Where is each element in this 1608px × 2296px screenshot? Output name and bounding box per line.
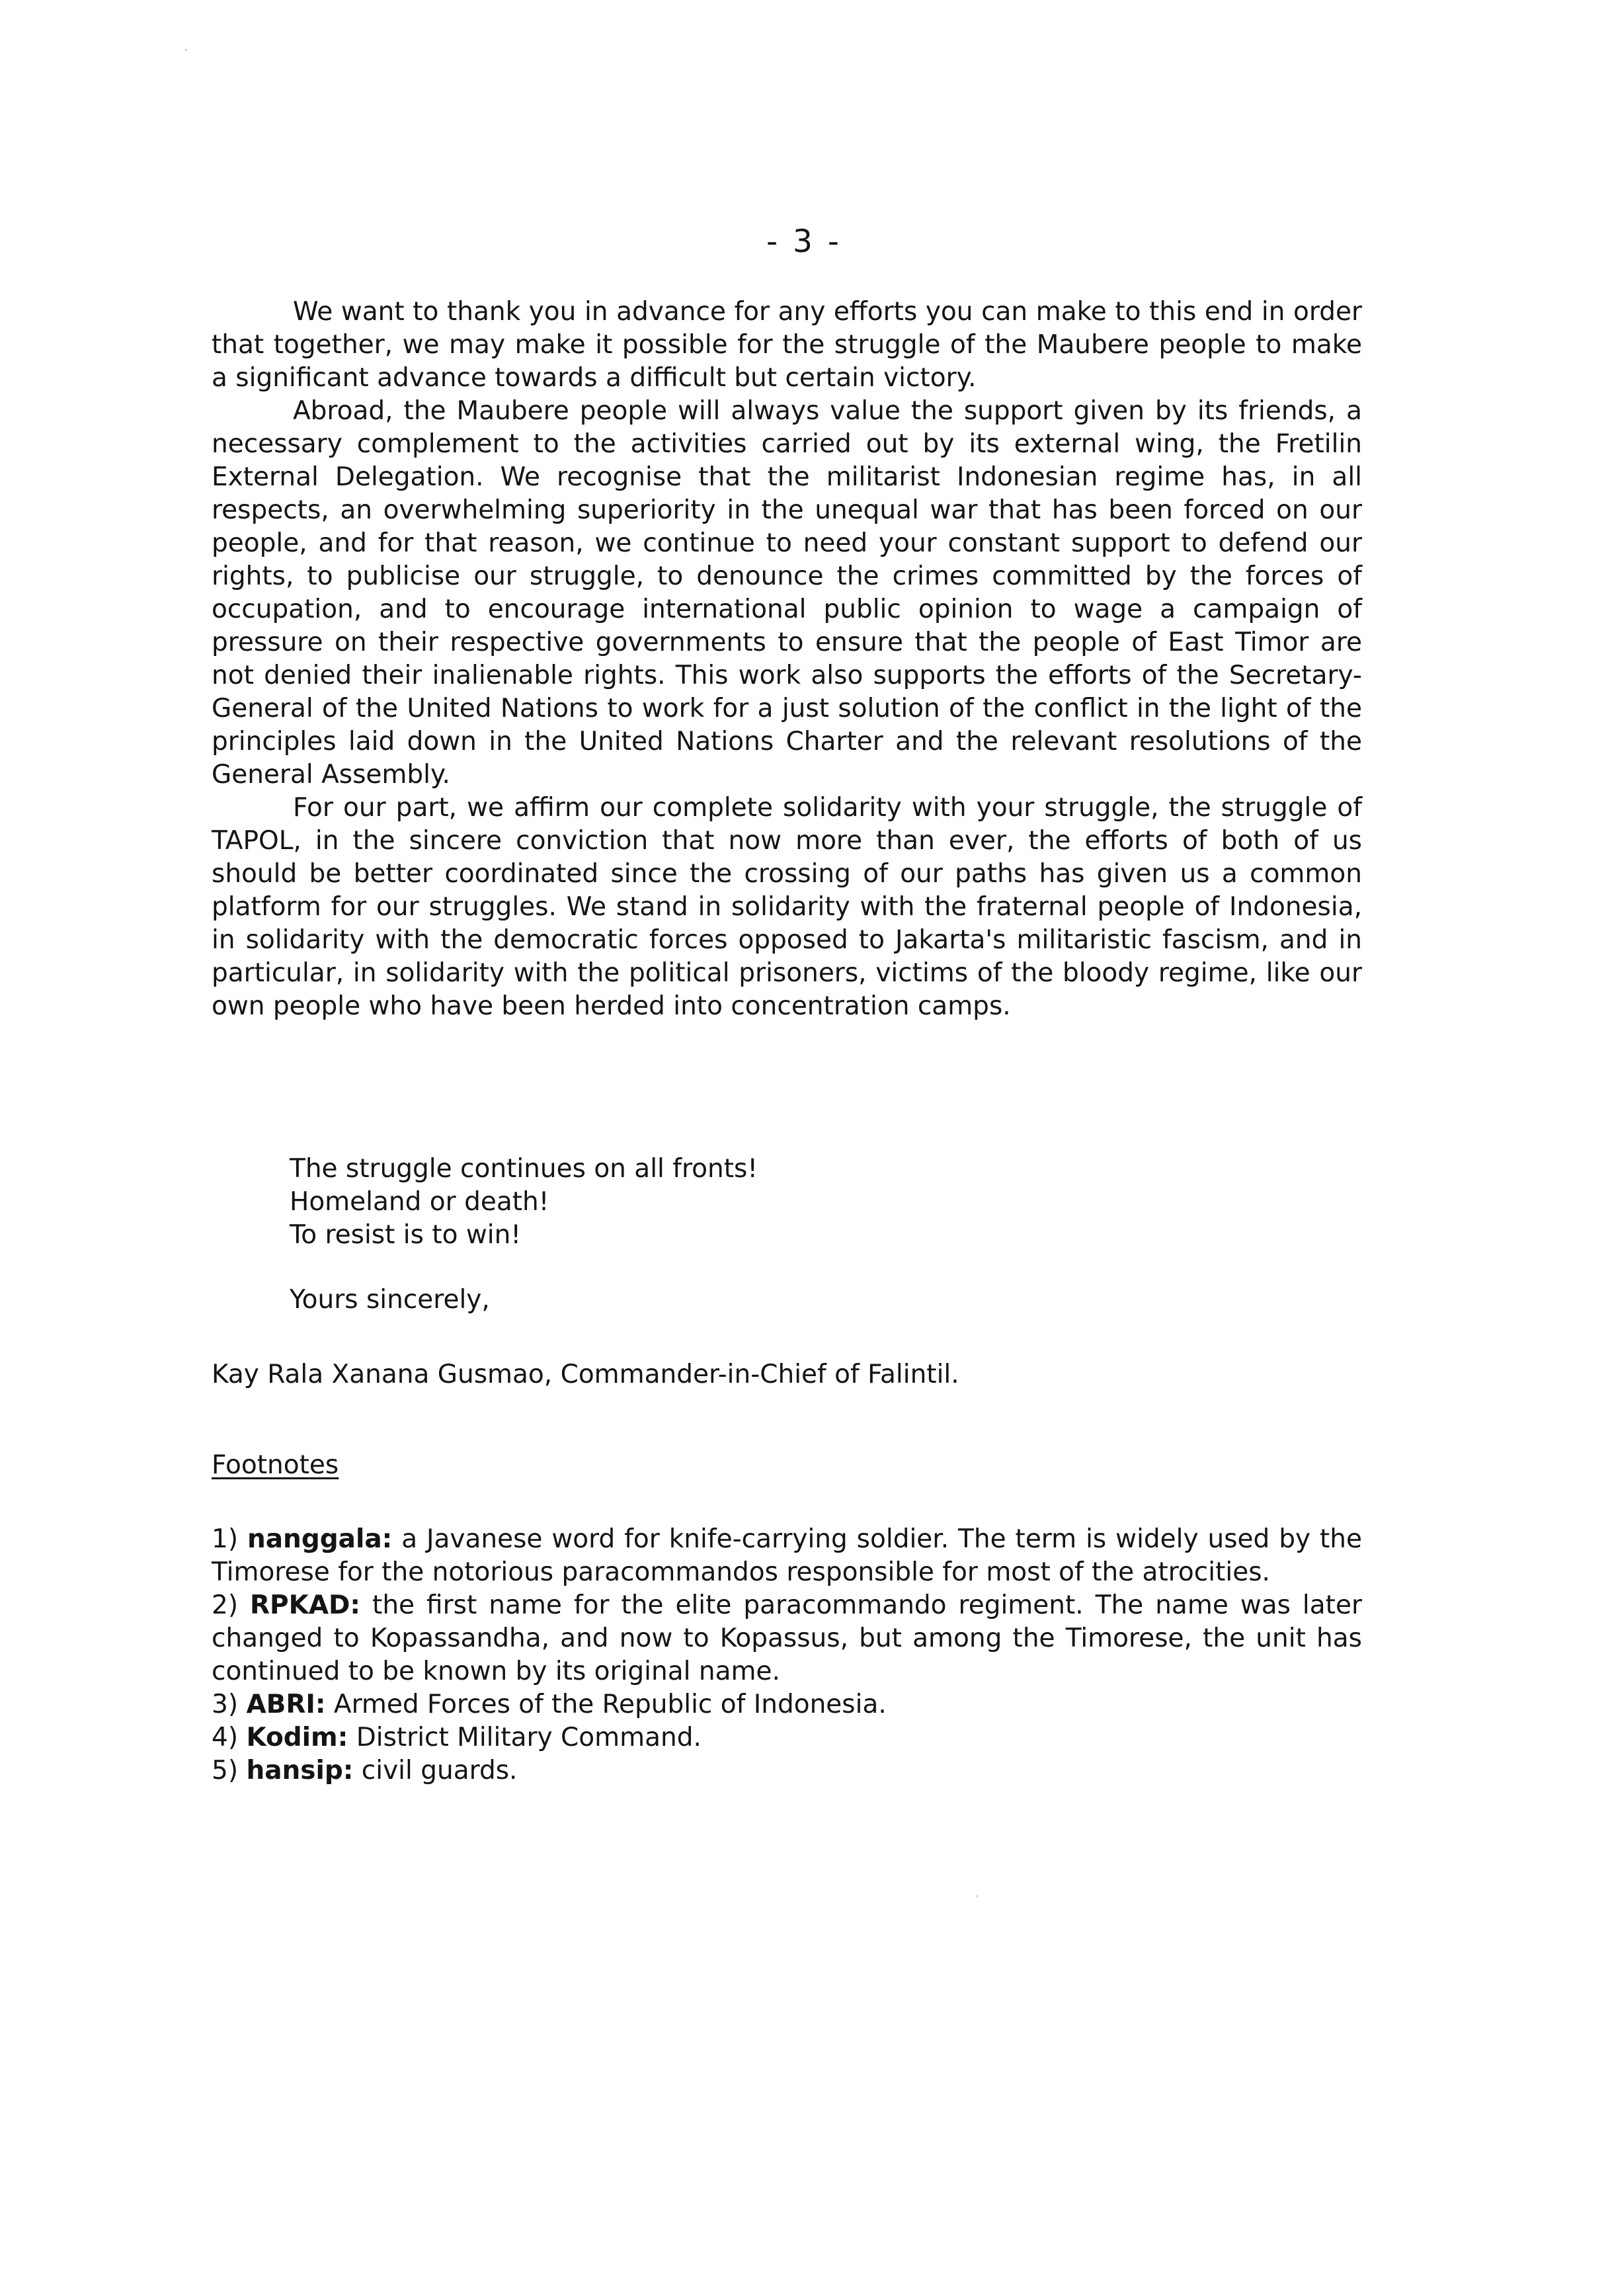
footnote-number: 5) (212, 1756, 239, 1785)
signature-line: Kay Rala Xanana Gusmao, Commander-in-Chief of Falintil. (212, 1360, 959, 1389)
footnote-text: the first name for the elite paracommando regiment. The name was later changed to Kopassandha, and now to Kopassus, but among the Timorese, the unit has continued to be known by its original name. (212, 1590, 1362, 1686)
paragraph: We want to thank you in advance for any efforts you can make to this end in order that together, we may make it possible for the struggle of the Maubere people to make a significant advance towards a difficult but certain victory. (212, 297, 1362, 393)
footnote-term: nanggala: (247, 1524, 393, 1554)
footnote-text: Armed Forces of the Republic of Indonesia. (333, 1690, 887, 1719)
closing: Yours sincerely, (290, 1285, 490, 1315)
footnote (212, 1754, 1362, 1787)
footnote-text: a Javanese word for knife-carrying soldier. The term is widely used by the Timorese for the notorious paracommandos responsible for most of the atrocities. (212, 1524, 1362, 1587)
scan-speck (185, 49, 187, 51)
slogan-line: To resist is to win! (290, 1220, 521, 1250)
footnote-number: 4) (212, 1723, 239, 1752)
footnote-text: civil guards. (361, 1756, 518, 1785)
scan-speck (976, 1895, 978, 1897)
footnote-number: 1) (212, 1524, 239, 1554)
footnote (212, 1721, 1362, 1754)
footnote-number: 2) (212, 1590, 239, 1620)
footnote-text: District Military Command. (356, 1723, 702, 1752)
footnote-term: hansip: (246, 1756, 354, 1785)
slogans (290, 1153, 758, 1252)
footnotes-heading: Footnotes (212, 1450, 339, 1480)
footnote-term: RPKAD: (250, 1590, 361, 1620)
footnote-term: Kodim: (246, 1723, 348, 1752)
footnotes-list (212, 1523, 1362, 1787)
page-number: - 3 - (766, 224, 842, 260)
footnote-term: ABRI: (246, 1690, 326, 1719)
footnote (212, 1688, 1362, 1721)
paragraph: For our part, we affirm our complete solidarity with your struggle, the struggle of TAPOL, in the sincere conviction that now more than ever, the efforts of both of us should be better coordinated since the crossing of our paths has given us a common platform for our struggles. We stand in solidarity with the fraternal people of Indonesia, in solidarity with the democratic forces opposed to Jakarta's militaristic fascism, and in particular, in solidarity with the political prisoners, victims of the bloody regime, like our own people who have been herded into concentration camps. (212, 793, 1362, 1021)
footnote (212, 1589, 1362, 1688)
footnote (212, 1523, 1362, 1589)
letter-body (212, 296, 1362, 1023)
paragraph: Abroad, the Maubere people will always value the support given by its friends, a necessary complement to the activities carried out by its external wing, the Fretilin External Delegation. We recognise that the militarist Indonesian regime has, in all respects, an overwhelming superiority in the unequal war that has been forced on our people, and for that reason, we continue to need your constant support to defend our rights, to publicise our struggle, to denounce the crimes committed by the forces of occupation, and to encourage international public opinion to wage a campaign of pressure on their respective governments to ensure that the people of East Timor are not denied their inalienable rights. This work also supports the efforts of the Secretary-General of the United Nations to work for a just solution of the conflict in the light of the principles laid down in the United Nations Charter and the relevant resolutions of the General Assembly. (212, 396, 1362, 790)
slogan-line: The struggle continues on all fronts! (290, 1154, 758, 1184)
footnote-number: 3) (212, 1690, 239, 1719)
slogan-line: Homeland or death! (290, 1187, 549, 1217)
